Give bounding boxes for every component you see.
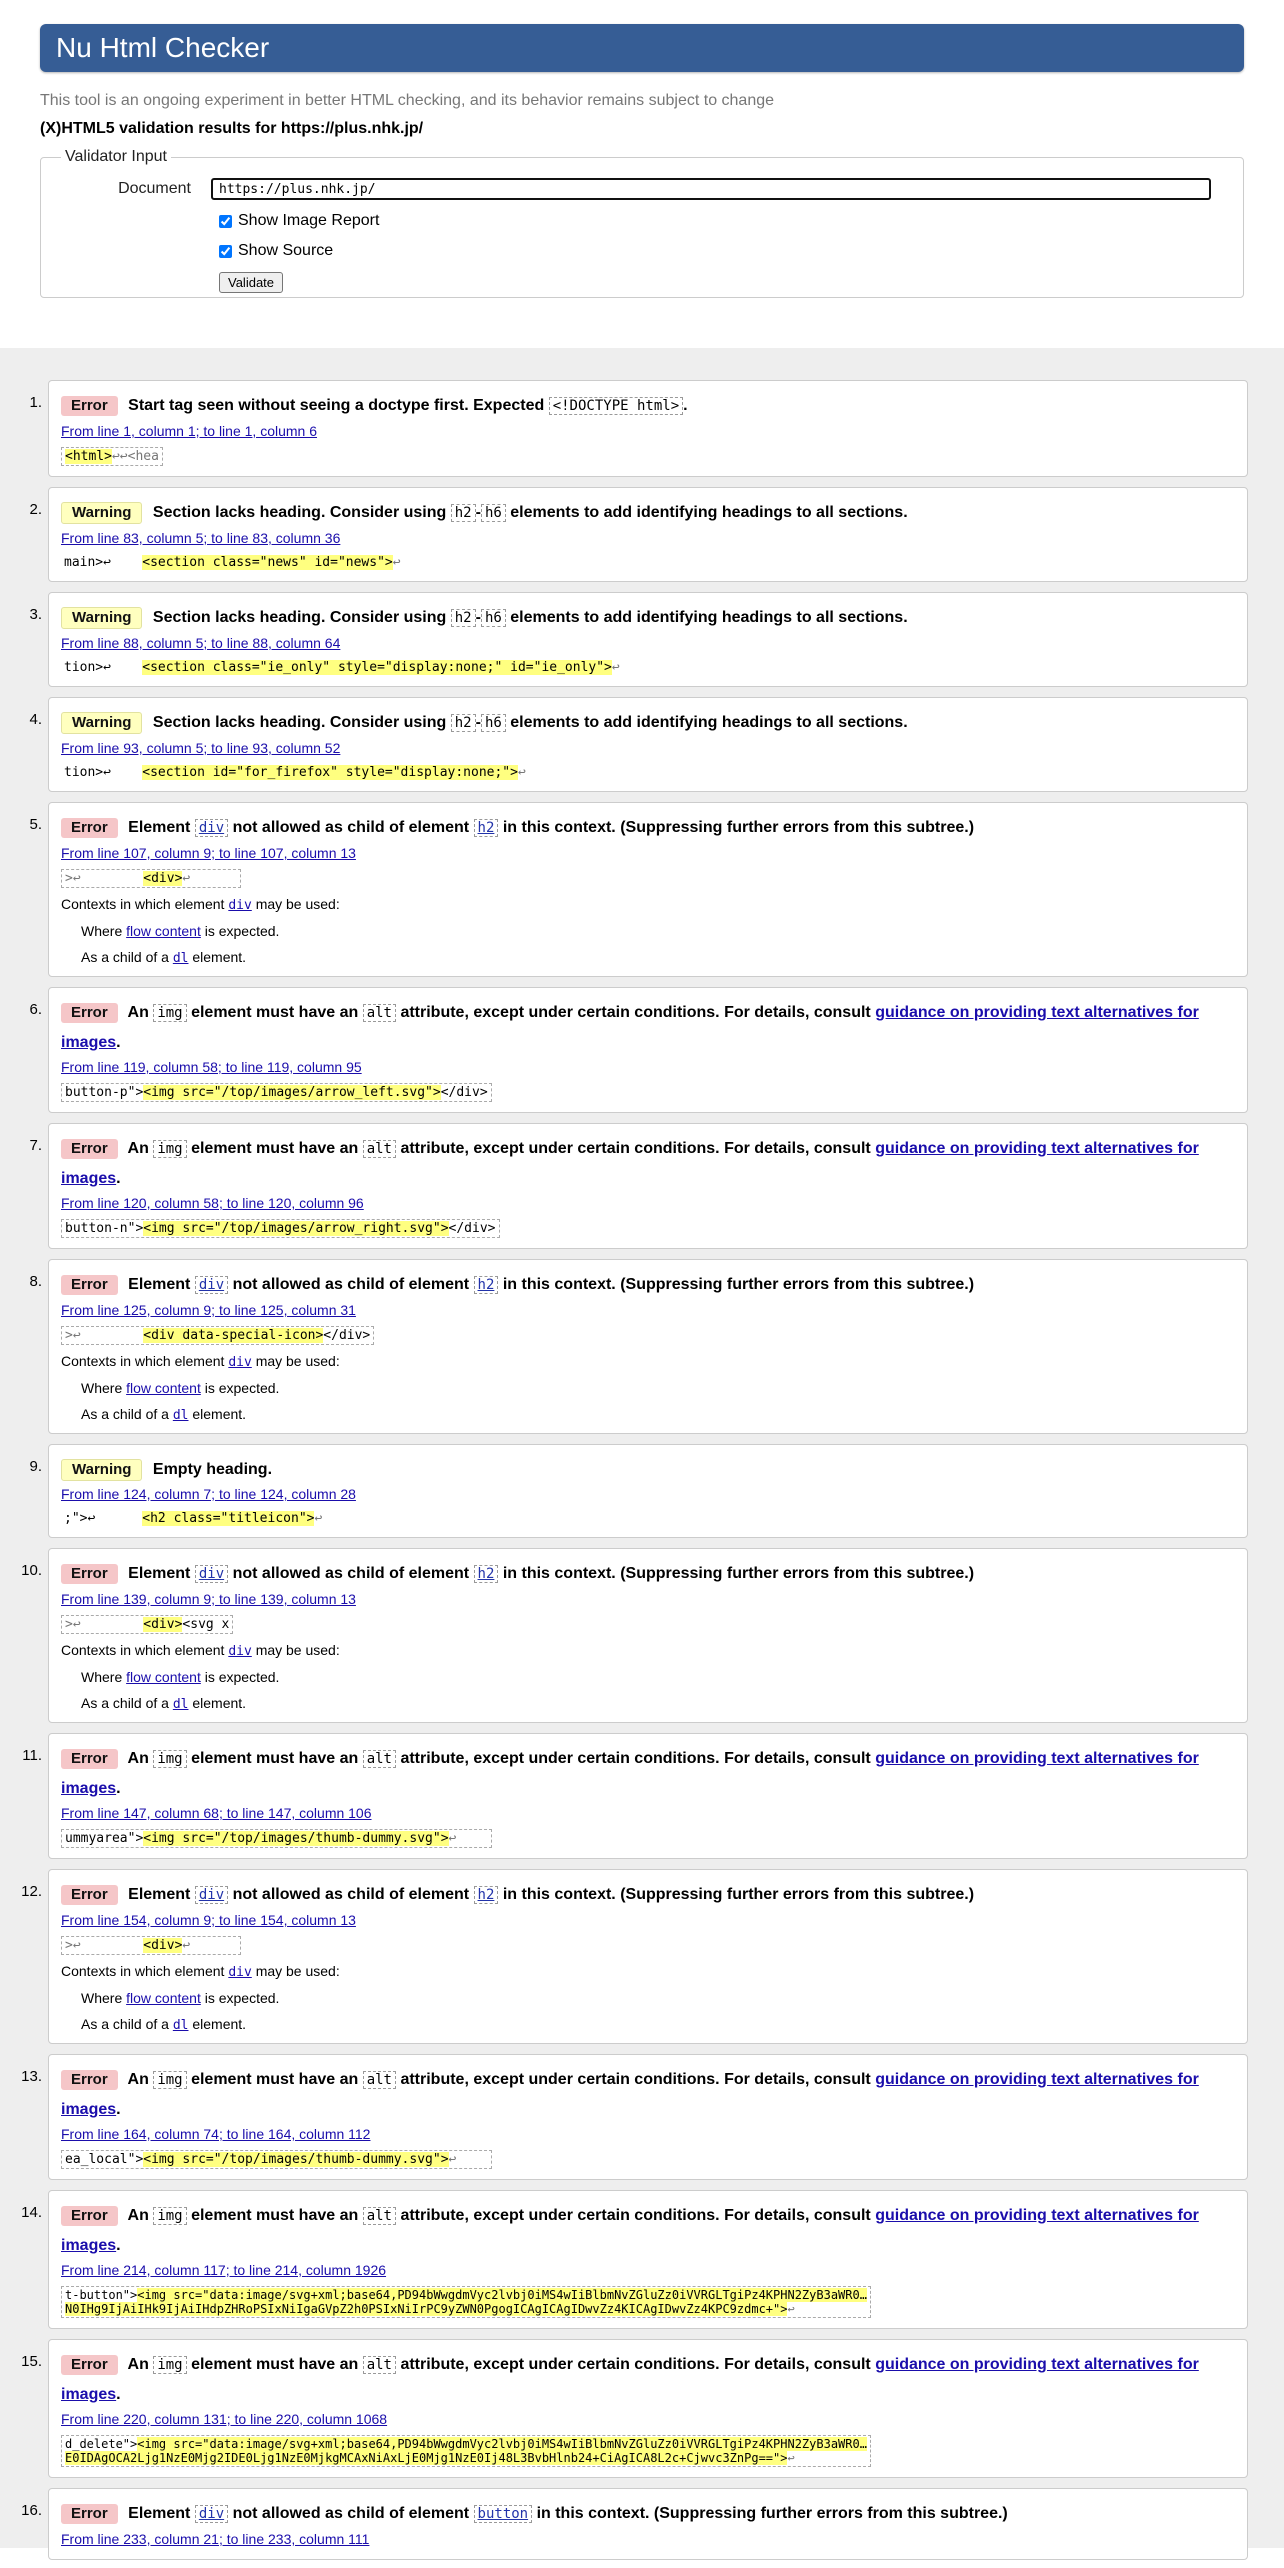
source-extract — [61, 1615, 233, 1634]
message-text: An — [127, 2356, 149, 2373]
show-image-report-checkbox[interactable] — [219, 215, 232, 228]
extract-text: ↩ — [448, 1831, 488, 1846]
message-text: Element — [128, 1565, 191, 1582]
code-link[interactable]: button — [474, 2505, 533, 2523]
message-item — [14, 592, 1248, 687]
code-snippet: h6 — [481, 504, 506, 522]
extract-text: >↩ — [65, 1328, 144, 1343]
code-snippet: alt — [363, 2207, 396, 2225]
code-link[interactable]: h2 — [474, 1886, 499, 1904]
context-text: element. — [192, 2016, 247, 2032]
message-number: 16. — [21, 2502, 42, 2519]
message-text: An — [127, 2207, 149, 2224]
show-source-label: Show Source — [238, 242, 334, 259]
code-snippet: img — [153, 1140, 186, 1158]
location-link[interactable]: From line 139, column 9; to line 139, column 13 — [61, 1591, 356, 1607]
extract-highlight: <div> — [143, 871, 183, 886]
message-number: 5. — [29, 816, 42, 833]
context-text: Contexts in which element — [61, 1642, 225, 1658]
error-badge: Error — [61, 2070, 118, 2090]
extract-highlight: <img src="/top/images/arrow_right.svg"> — [143, 1221, 449, 1236]
context-text: is expected. — [204, 1669, 280, 1685]
message-card — [48, 802, 1248, 977]
message-text: element must have an — [191, 2071, 359, 2088]
message-card — [48, 1259, 1248, 1434]
error-badge: Error — [61, 2504, 118, 2524]
extract-text: ↩ — [611, 660, 620, 675]
extract-text: t-button"> — [65, 2288, 138, 2302]
code-link[interactable]: h2 — [474, 1276, 499, 1294]
context-text: Contexts in which element — [61, 1963, 225, 1979]
message-card — [48, 487, 1248, 582]
extract-highlight: <html> — [65, 449, 112, 464]
extract-highlight: <div data-special-icon> — [143, 1328, 324, 1343]
message-item — [14, 987, 1248, 1113]
error-badge: Error — [61, 818, 118, 838]
flow-content-link[interactable]: flow content — [126, 923, 201, 939]
context-text: may be used: — [255, 1642, 340, 1658]
context-code-link[interactable]: div — [228, 1644, 252, 1659]
context-code-link[interactable]: dl — [172, 1697, 189, 1712]
location-link[interactable]: From line 1, column 1; to line 1, column 6 — [61, 423, 318, 439]
location-link[interactable]: From line 125, column 9; to line 125, column 31 — [61, 1302, 356, 1318]
message-card — [48, 380, 1248, 477]
context-code-link[interactable]: dl — [172, 1408, 189, 1423]
context-code-link[interactable]: dl — [172, 2018, 189, 2033]
error-badge: Error — [61, 2206, 118, 2226]
message-item — [14, 1548, 1248, 1723]
message-number: 15. — [21, 2353, 42, 2370]
extract-highlight: <div> — [143, 1938, 183, 1953]
extract-text: >↩ — [65, 871, 144, 886]
location-link[interactable]: From line 124, column 7; to line 124, column 28 — [61, 1486, 356, 1502]
code-snippet: alt — [363, 2356, 396, 2374]
location-link[interactable]: From line 83, column 5; to line 83, column 36 — [61, 530, 341, 546]
message-text: element must have an — [191, 1140, 359, 1157]
message-text: in this context. (Suppressing further errors from this subtree.) — [502, 819, 975, 836]
context-text: Contexts in which element — [61, 896, 225, 912]
message-text: Section lacks heading. Consider using — [152, 609, 447, 626]
code-snippet: h2 — [451, 504, 476, 522]
context-text: is expected. — [204, 1380, 280, 1396]
message-text: An — [127, 1140, 149, 1157]
context-text: is expected. — [204, 1990, 280, 2006]
location-link[interactable]: From line 214, column 117; to line 214, column 1926 — [61, 2262, 387, 2278]
message-text: in this context. (Suppressing further errors from this subtree.) — [502, 1886, 975, 1903]
code-snippet: img — [153, 2071, 186, 2089]
message-item — [14, 802, 1248, 977]
source-extract — [61, 869, 241, 888]
message-number: 1. — [29, 394, 42, 411]
code-snippet: h6 — [481, 609, 506, 627]
message-text: in this context. (Suppressing further errors from this subtree.) — [536, 2505, 1008, 2522]
message-list — [14, 380, 1248, 2560]
extract-highlight: N0IHg9IjAiIHk9IjAiIHdpZHRoPSIxNiIgaGVpZ2h0PSIxNiIrPC9yZWN0PgogICAgICAgIDwvZz4KICAgIDwvZz4KPC9zdmc+"> — [65, 2302, 788, 2316]
location-link[interactable]: From line 164, column 74; to line 164, column 112 — [61, 2126, 371, 2142]
context-text: element. — [192, 1695, 247, 1711]
code-link[interactable]: h2 — [474, 819, 499, 837]
message-text: . — [116, 2386, 121, 2403]
extract-text: ↩ — [182, 1938, 238, 1953]
extract-text: button-p"> — [65, 1085, 144, 1100]
code-link[interactable]: div — [195, 1276, 228, 1294]
location-link[interactable]: From line 147, column 68; to line 147, column 106 — [61, 1805, 372, 1821]
extract-text: ;">↩ — [64, 1511, 143, 1526]
message-item — [14, 2488, 1248, 2560]
message-text: attribute, except under certain conditions. For details, consult — [400, 1750, 871, 1767]
extract-highlight: <img src="/top/images/arrow_left.svg"> — [143, 1085, 441, 1100]
code-snippet: h2 — [451, 609, 476, 627]
message-text: Element — [128, 2505, 191, 2522]
message-card — [48, 2190, 1248, 2329]
dash-text: - — [475, 714, 481, 731]
location-link[interactable]: From line 88, column 5; to line 88, column 64 — [61, 635, 341, 651]
context-text: Contexts in which element — [61, 1353, 225, 1369]
results-panel — [0, 348, 1284, 2548]
message-text: . — [683, 397, 688, 414]
code-snippet: img — [153, 2207, 186, 2225]
message-text: attribute, except under certain conditions. For details, consult — [400, 1140, 871, 1157]
results-title: (X)HTML5 validation results for https://plus.nhk.jp/ — [40, 120, 424, 137]
app-header — [40, 24, 1244, 72]
message-card — [48, 1733, 1248, 1859]
source-extract — [61, 1510, 325, 1527]
message-item — [14, 1869, 1248, 2044]
message-text: elements to add identifying headings to all sections. — [510, 609, 908, 626]
message-text: in this context. (Suppressing further errors from this subtree.) — [502, 1565, 975, 1582]
source-extract — [61, 1829, 492, 1848]
extract-highlight: <img src="data:image/svg+xml;base64,PD94bWwgdmVyc2lvbj0iMS4wIiBlbmNvZGluZz0iVVRGLTgiPz4KPHN2ZyB3aWR0… — [137, 2437, 867, 2451]
source-extract — [61, 447, 163, 466]
guidance-link[interactable]: guidance on providing text alternatives for images — [61, 1750, 1199, 1797]
message-card — [48, 1444, 1248, 1538]
error-badge: Error — [61, 1275, 118, 1295]
message-item — [14, 2339, 1248, 2478]
code-snippet: alt — [363, 1750, 396, 1768]
message-number: 14. — [21, 2204, 42, 2221]
extract-text: </div> — [440, 1085, 488, 1100]
code-snippet: alt — [363, 1140, 396, 1158]
subtitle: This tool is an ongoing experiment in better HTML checking, and its behavior remains subject to change — [40, 92, 775, 109]
extract-highlight: <section id="for_firefox" style="display:none;"> — [142, 765, 518, 780]
extract-text: tion>↩ — [64, 765, 143, 780]
message-item — [14, 1123, 1248, 1249]
warning-badge: Warning — [61, 712, 142, 734]
document-label: Document — [118, 180, 191, 197]
source-extract — [61, 554, 404, 571]
message-card — [48, 987, 1248, 1113]
code-snippet: h6 — [481, 714, 506, 732]
context-text: Where — [81, 1669, 123, 1685]
warning-badge: Warning — [61, 1459, 142, 1481]
message-number: 10. — [21, 1562, 42, 1579]
error-badge: Error — [61, 1564, 118, 1584]
context-text: element. — [192, 949, 247, 965]
message-text: . — [116, 2101, 121, 2118]
message-number: 11. — [22, 1747, 42, 1764]
message-card — [48, 592, 1248, 687]
context-text: may be used: — [255, 896, 340, 912]
show-source-checkbox[interactable] — [219, 245, 232, 258]
extract-highlight: <div> — [143, 1617, 183, 1632]
message-card — [48, 2339, 1248, 2478]
message-text: attribute, except under certain conditions. For details, consult — [400, 1004, 871, 1021]
message-item — [14, 697, 1248, 792]
location-link[interactable]: From line 120, column 58; to line 120, column 96 — [61, 1195, 364, 1211]
message-text: Start tag seen without seeing a doctype first. Expected — [128, 397, 545, 414]
message-number: 7. — [29, 1137, 42, 1154]
code-snippet: img — [153, 1004, 186, 1022]
show-image-report-label: Show Image Report — [238, 212, 380, 229]
message-text: Section lacks heading. Consider using — [152, 504, 447, 521]
message-number: 3. — [29, 606, 42, 623]
context-code-link[interactable]: dl — [172, 951, 189, 966]
extract-highlight: <img src="data:image/svg+xml;base64,PD94bWwgdmVyc2lvbj0iMS4wIiBlbmNvZGluZz0iVVRGLTgiPz4KPHN2ZyB3aWR0… — [137, 2288, 867, 2302]
extract-text: <svg x — [182, 1617, 230, 1632]
context-text: As a child of a — [81, 1695, 169, 1711]
code-link[interactable]: div — [195, 1565, 228, 1583]
code-link[interactable]: div — [195, 819, 228, 837]
extract-highlight: <section class="news" id="news"> — [142, 555, 393, 570]
extract-text: ↩ — [517, 765, 526, 780]
source-extract — [61, 1936, 241, 1955]
code-snippet: alt — [363, 1004, 396, 1022]
message-text: attribute, except under certain conditions. For details, consult — [400, 2356, 871, 2373]
extract-highlight: <h2 class="titleicon"> — [142, 1511, 315, 1526]
message-item — [14, 487, 1248, 582]
message-text: not allowed as child of element — [232, 2505, 470, 2522]
flow-content-link[interactable]: flow content — [126, 1669, 201, 1685]
extract-text: ↩ — [182, 871, 238, 886]
context-text: may be used: — [255, 1353, 340, 1369]
flow-content-link[interactable]: flow content — [126, 1380, 201, 1396]
source-extract — [61, 764, 529, 781]
message-card — [48, 1123, 1248, 1249]
context-code-link[interactable]: div — [228, 1355, 252, 1370]
error-badge: Error — [61, 1003, 118, 1023]
message-card — [48, 1548, 1248, 1723]
message-number: 2. — [29, 501, 42, 518]
context-text: As a child of a — [81, 1406, 169, 1422]
location-link[interactable]: From line 233, column 21; to line 233, column 111 — [61, 2531, 370, 2547]
message-item — [14, 2054, 1248, 2180]
error-badge: Error — [61, 1139, 118, 1159]
extract-text: main>↩ — [64, 555, 143, 570]
document-url-input[interactable] — [211, 178, 1211, 200]
code-link[interactable]: h2 — [474, 1565, 499, 1583]
message-number: 9. — [29, 1458, 42, 1475]
validate-button[interactable]: Validate — [219, 272, 283, 293]
message-text: element must have an — [191, 2207, 359, 2224]
message-item — [14, 2190, 1248, 2329]
error-badge: Error — [61, 396, 118, 416]
message-card — [48, 697, 1248, 792]
message-text: . — [116, 2237, 121, 2254]
location-link[interactable]: From line 220, column 131; to line 220, column 1068 — [61, 2411, 388, 2427]
source-extract — [61, 659, 623, 676]
message-text: not allowed as child of element — [232, 1276, 470, 1293]
warning-badge: Warning — [61, 502, 142, 524]
extract-highlight: <img src="/top/images/thumb-dummy.svg"> — [143, 2152, 449, 2167]
app-title: Nu Html Checker — [56, 32, 270, 63]
message-text: Empty heading. — [152, 1461, 273, 1478]
message-text: not allowed as child of element — [232, 1565, 470, 1582]
extract-text: </div> — [448, 1221, 496, 1236]
extract-text: ea_local"> — [65, 2152, 144, 2167]
code-snippet: img — [153, 2356, 186, 2374]
error-badge: Error — [61, 2355, 118, 2375]
extract-text: ↩ — [787, 2451, 846, 2465]
guidance-link[interactable]: guidance on providing text alternatives for images — [61, 1004, 1199, 1051]
guidance-link[interactable]: guidance on providing text alternatives for images — [61, 2356, 1199, 2403]
message-text: element must have an — [191, 1004, 359, 1021]
dash-text: - — [475, 504, 481, 521]
extract-highlight: <section class="ie_only" style="display:none;" id="ie_only"> — [142, 660, 612, 675]
message-text: Element — [128, 1276, 191, 1293]
message-text: . — [116, 1780, 121, 1797]
extract-text: ↩ — [787, 2302, 846, 2316]
message-text: elements to add identifying headings to all sections. — [510, 714, 908, 731]
extract-highlight: E0IDAgOCA2Ljg1NzE0Mjg2IDE0Ljg1NzE0MjkgMCAxNiAxLjE0Mjg1NzE0Ij48L3BvbHlnb24+CiAgICA8L2c+Cjwvc3ZnPg=="> — [65, 2451, 788, 2465]
error-badge: Error — [61, 1885, 118, 1905]
context-text: Where — [81, 1990, 123, 2006]
source-extract — [61, 2286, 871, 2318]
message-item — [14, 1733, 1248, 1859]
validator-input-fieldset — [40, 148, 1244, 298]
extract-text: ↩ — [392, 555, 401, 570]
message-item — [14, 1259, 1248, 1434]
extract-text: >↩ — [65, 1938, 144, 1953]
flow-content-link[interactable]: flow content — [126, 1990, 201, 2006]
extract-text: ↩↩<hea — [111, 449, 159, 464]
message-text: element must have an — [191, 1750, 359, 1767]
code-snippet: <!DOCTYPE html> — [549, 397, 683, 415]
code-snippet: img — [153, 1750, 186, 1768]
message-card — [48, 1869, 1248, 2044]
dash-text: - — [475, 609, 481, 626]
message-text: An — [127, 1004, 149, 1021]
guidance-link[interactable]: guidance on providing text alternatives for images — [61, 2207, 1199, 2254]
message-card — [48, 2488, 1248, 2560]
extract-text: tion>↩ — [64, 660, 143, 675]
context-text: Where — [81, 923, 123, 939]
message-text: not allowed as child of element — [232, 1886, 470, 1903]
message-text: in this context. (Suppressing further errors from this subtree.) — [502, 1276, 975, 1293]
code-snippet: h2 — [451, 714, 476, 732]
extract-text: ↩ — [448, 2152, 488, 2167]
location-link[interactable]: From line 119, column 58; to line 119, column 95 — [61, 1059, 362, 1075]
message-text: An — [127, 1750, 149, 1767]
message-text: elements to add identifying headings to all sections. — [510, 504, 908, 521]
message-number: 6. — [29, 1001, 42, 1018]
context-text: may be used: — [255, 1963, 340, 1979]
code-link[interactable]: div — [195, 1886, 228, 1904]
message-number: 4. — [29, 711, 42, 728]
location-link[interactable]: From line 93, column 5; to line 93, column 52 — [61, 740, 341, 756]
extract-highlight: <img src="/top/images/thumb-dummy.svg"> — [143, 1831, 449, 1846]
error-badge: Error — [61, 1749, 118, 1769]
message-text: Element — [128, 819, 191, 836]
message-text: attribute, except under certain conditions. For details, consult — [400, 2207, 871, 2224]
source-extract — [61, 2150, 492, 2169]
message-text: Element — [128, 1886, 191, 1903]
extract-text: </div> — [323, 1328, 371, 1343]
message-number: 8. — [29, 1273, 42, 1290]
code-snippet: alt — [363, 2071, 396, 2089]
message-card — [48, 2054, 1248, 2180]
source-extract — [61, 1219, 500, 1238]
message-number: 12. — [21, 1883, 42, 1900]
extract-text: >↩ — [65, 1617, 144, 1632]
location-link[interactable]: From line 107, column 9; to line 107, column 13 — [61, 845, 356, 861]
message-text: An — [127, 2071, 149, 2088]
message-text: Section lacks heading. Consider using — [152, 714, 447, 731]
extract-text: button-n"> — [65, 1221, 144, 1236]
code-link[interactable]: div — [195, 2505, 228, 2523]
message-item — [14, 380, 1248, 477]
source-extract — [61, 2435, 871, 2467]
message-number: 13. — [21, 2068, 42, 2085]
context-text: element. — [192, 1406, 247, 1422]
validator-input-legend: Validator Input — [65, 148, 167, 165]
context-text: is expected. — [204, 923, 280, 939]
context-text: As a child of a — [81, 2016, 169, 2032]
context-code-link[interactable]: div — [228, 898, 252, 913]
context-code-link[interactable]: div — [228, 1965, 252, 1980]
context-text: As a child of a — [81, 949, 169, 965]
warning-badge: Warning — [61, 607, 142, 629]
message-item — [14, 1444, 1248, 1538]
message-text: element must have an — [191, 2356, 359, 2373]
guidance-link[interactable]: guidance on providing text alternatives for images — [61, 2071, 1199, 2118]
message-text: attribute, except under certain conditions. For details, consult — [400, 2071, 871, 2088]
extract-text: ↩ — [314, 1511, 323, 1526]
extract-text: ummyarea"> — [65, 1831, 144, 1846]
source-extract — [61, 1326, 374, 1345]
context-text: Where — [81, 1380, 123, 1396]
message-text: . — [116, 1034, 121, 1051]
guidance-link[interactable]: guidance on providing text alternatives for images — [61, 1140, 1199, 1187]
location-link[interactable]: From line 154, column 9; to line 154, column 13 — [61, 1912, 356, 1928]
source-extract — [61, 1083, 492, 1102]
message-text: not allowed as child of element — [232, 819, 470, 836]
extract-text: d_delete"> — [65, 2437, 138, 2451]
message-text: . — [116, 1170, 121, 1187]
